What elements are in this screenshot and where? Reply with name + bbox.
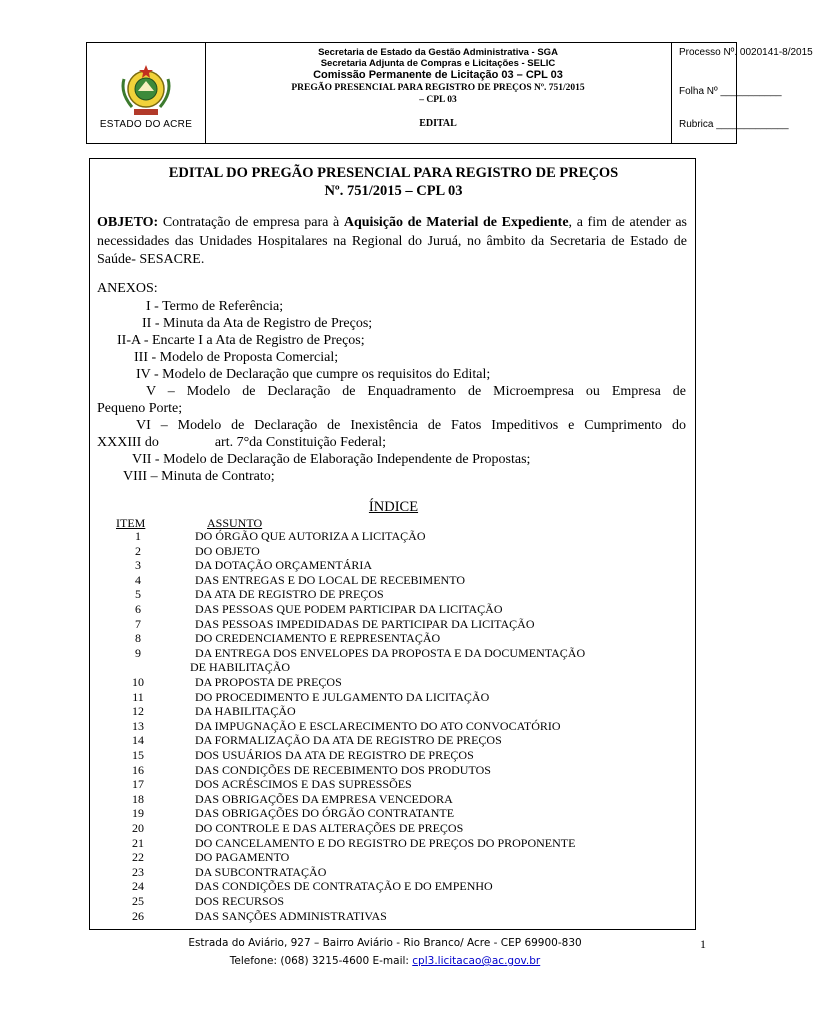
indice-item-number: 26: [132, 908, 144, 923]
objeto-bold: Aquisição de Material de Expediente: [343, 215, 569, 230]
indice-item-subject: DOS ACRÉSCIMOS E DAS SUPRESSÕES: [195, 777, 412, 792]
indice-item-subject: DAS CONDIÇÕES DE RECEBIMENTO DOS PRODUTOS: [195, 762, 491, 777]
secretaria-adjunta-line: Secretaria Adjunta de Compras e Licitações - SELIC: [320, 58, 556, 69]
indice-item-subject: DA HABILITAÇÃO: [195, 704, 296, 719]
indice-row: [90, 865, 697, 880]
indice-item-number: 25: [132, 894, 144, 908]
indice-item-subject: DA ATA DE REGISTRO DE PREÇOS: [195, 587, 384, 602]
document-body: [89, 158, 696, 930]
indice-item-subject: DA DOTAÇÃO ORÇAMENTÁRIA: [195, 558, 373, 573]
objeto-text-2: , a fim de atender as necessidades das Unidades Hospitalares na Regional do Juruá, no âmbito da Secretaria de Estado de Saúde- SESACRE.: [97, 215, 687, 267]
indice-item-subject: DA PROPOSTA DE PREÇOS: [195, 675, 342, 689]
indice-item-subject: DO CREDENCIAMENTO E REPRESENTAÇÃO: [195, 631, 441, 646]
indice-item-number: 23: [132, 864, 144, 879]
indice-row: [90, 675, 697, 690]
indice-item-number: 14: [132, 733, 144, 748]
indice-item-subject: DA SUBCONTRATAÇÃO: [195, 864, 327, 879]
pregao-line-cont: – CPL 03: [419, 95, 457, 105]
indice-row: [90, 617, 697, 632]
objeto-paragraph: [97, 214, 687, 270]
indice-row: [90, 879, 697, 894]
indice-item-number: 18: [132, 791, 144, 806]
estado-label: ESTADO DO ACRE: [99, 119, 193, 130]
state-seal-icon: [114, 59, 178, 123]
edital-label: EDITAL: [419, 118, 457, 129]
anexo-item: VI – Modelo de Declaração de Inexistência de Fatos Impeditivos e Cumprimento do: [136, 418, 686, 433]
indice-item-number: 7: [135, 616, 141, 631]
indice-row: [90, 660, 697, 675]
indice-row: [90, 587, 697, 602]
anexos-label: ANEXOS:: [97, 281, 158, 296]
comissao-line: Comissão Permanente de Licitação 03 – CPL 03: [313, 69, 563, 81]
document-title: EDITAL DO PREGÃO PRESENCIAL PARA REGISTRO DE PREÇOS: [168, 165, 619, 181]
anexo-item: IV - Modelo de Declaração que cumpre os requisitos do Edital;: [136, 367, 491, 382]
indice-item-number: 9: [135, 645, 141, 660]
indice-item-subject: DE HABILITAÇÃO: [190, 660, 291, 675]
indice-col-assunto: ASSUNTO: [207, 516, 263, 530]
indice-item-number: 24: [132, 879, 144, 894]
anexo-item: III - Modelo de Proposta Comercial;: [134, 350, 339, 365]
indice-row: [90, 544, 697, 559]
indice-item-number: 6: [135, 602, 141, 616]
indice-row: [90, 631, 697, 646]
folha-field: Folha Nº ___________: [679, 86, 782, 97]
anexo-item: VIII – Minuta de Contrato;: [123, 469, 275, 484]
indice-row: [90, 704, 697, 719]
anexo-item: I - Termo de Referência;: [146, 299, 284, 314]
indice-col-item: ITEM: [116, 516, 146, 530]
indice-row: [90, 909, 697, 924]
indice-item-subject: DOS USUÁRIOS DA ATA DE REGISTRO DE PREÇOS: [195, 748, 474, 762]
document-number: Nº. 751/2015 – CPL 03: [324, 183, 463, 199]
indice-row: [90, 646, 697, 661]
indice-row: [90, 719, 697, 734]
objeto-label: OBJETO:: [97, 215, 159, 230]
indice-item-number: 11: [132, 689, 144, 704]
document-header: [86, 42, 813, 144]
header-seal-cell: [87, 43, 206, 143]
indice-row: [90, 821, 697, 836]
header-process-cell: [671, 43, 813, 143]
rubrica-field: Rubrica _____________: [679, 119, 789, 130]
indice-row: [90, 733, 697, 748]
indice-row: [90, 836, 697, 851]
indice-row: [90, 850, 697, 865]
anexo-item: II - Minuta da Ata de Registro de Preços;: [142, 316, 373, 331]
indice-item-subject: DAS OBRIGAÇÕES DO ÓRGÃO CONTRATANTE: [195, 806, 455, 821]
indice-item-number: 3: [135, 558, 141, 573]
indice-item-number: 19: [132, 806, 144, 821]
indice-item-number: 17: [132, 777, 144, 792]
indice-row: [90, 763, 697, 778]
indice-item-subject: DOS RECURSOS: [195, 894, 285, 908]
indice-item-number: 21: [132, 835, 144, 850]
indice-item-subject: DAS OBRIGAÇÕES DA EMPRESA VENCEDORA: [195, 791, 453, 806]
indice-row: [90, 529, 697, 544]
indice-title: ÍNDICE: [368, 499, 419, 515]
indice-row: [90, 806, 697, 821]
secretaria-line: Secretaria de Estado da Gestão Administrativa - SGA: [318, 47, 558, 58]
objeto-text-1: Contratação de empresa para à: [158, 215, 344, 230]
indice-item-number: 22: [132, 850, 144, 865]
anexo-item: VII - Modelo de Declaração de Elaboração Independente de Propostas;: [132, 452, 531, 467]
indice-item-number: 8: [135, 631, 141, 646]
indice-item-subject: DAS PESSOAS QUE PODEM PARTICIPAR DA LICITAÇÃO: [195, 602, 503, 616]
footer-email-link[interactable]: cpl3.licitacao@ac.gov.br: [412, 955, 541, 967]
pregao-line: PREGÃO PRESENCIAL PARA REGISTRO DE PREÇOS Nº. 751/2015: [291, 83, 585, 93]
indice-row: [90, 558, 697, 573]
indice-item-subject: DO OBJETO: [195, 543, 260, 558]
indice-item-subject: DAS CONDIÇÕES DE CONTRATAÇÃO E DO EMPENHO: [195, 879, 493, 894]
indice-row: [90, 602, 697, 617]
footer-phone: Telefone: (068) 3215-4600 E-mail:: [229, 955, 413, 967]
header-title-cell: [205, 43, 672, 143]
page-number: 1: [700, 937, 706, 951]
indice-row: [90, 573, 697, 588]
indice-row: [90, 792, 697, 807]
indice-item-number: 15: [132, 748, 144, 762]
anexo-item-cont: XXXIII do art. 7°da Constituição Federal;: [97, 435, 387, 450]
indice-row: [90, 894, 697, 909]
indice-row: [90, 748, 697, 763]
indice-item-subject: DA IMPUGNAÇÃO E ESCLARECIMENTO DO ATO CONVOCATÓRIO: [195, 718, 561, 733]
indice-item-number: 20: [132, 821, 144, 835]
indice-item-subject: DAS SANÇÕES ADMINISTRATIVAS: [195, 908, 387, 923]
indice-item-subject: DO CANCELAMENTO E DO REGISTRO DE PREÇOS DO PROPONENTE: [195, 835, 576, 850]
indice-item-subject: DAS ENTREGAS E DO LOCAL DE RECEBIMENTO: [195, 572, 465, 587]
indice-item-subject: DO CONTROLE E DAS ALTERAÇÕES DE PREÇOS: [195, 821, 464, 835]
indice-item-number: 13: [132, 718, 144, 733]
indice-item-subject: DO PAGAMENTO: [195, 850, 290, 865]
indice-row: [90, 690, 697, 705]
indice-item-subject: DA ENTREGA DOS ENVELOPES DA PROPOSTA E DA DOCUMENTAÇÃO: [195, 645, 586, 660]
indice-item-subject: DO ÓRGÃO QUE AUTORIZA A LICITAÇÃO: [195, 529, 426, 543]
indice-item-subject: DA FORMALIZAÇÃO DA ATA DE REGISTRO DE PREÇOS: [195, 733, 502, 748]
footer-contact: [0, 955, 770, 967]
indice-item-number: 16: [132, 762, 144, 777]
indice-item-subject: DAS PESSOAS IMPEDIDADAS DE PARTICIPAR DA LICITAÇÃO: [195, 616, 535, 631]
indice-item-number: 12: [132, 704, 144, 719]
indice-item-number: 1: [135, 529, 141, 543]
footer-address: Estrada do Aviário, 927 – Bairro Aviário - Rio Branco/ Acre - CEP 69900-830: [188, 937, 582, 949]
indice-item-subject: DO PROCEDIMENTO E JULGAMENTO DA LICITAÇÃO: [195, 689, 490, 704]
anexo-item: V – Modelo de Declaração de Enquadramento de Microempresa ou Empresa de: [146, 384, 686, 399]
processo-number: Processo Nº. 0020141-8/2015: [679, 47, 813, 58]
indice-item-number: 5: [135, 587, 141, 602]
anexo-item: II-A - Encarte I a Ata de Registro de Preços;: [117, 333, 365, 348]
anexo-item-cont: Pequeno Porte;: [97, 401, 183, 416]
indice-item-number: 2: [135, 543, 141, 558]
indice-row: [90, 777, 697, 792]
indice-item-number: 10: [132, 675, 144, 689]
indice-item-number: 4: [135, 572, 141, 587]
